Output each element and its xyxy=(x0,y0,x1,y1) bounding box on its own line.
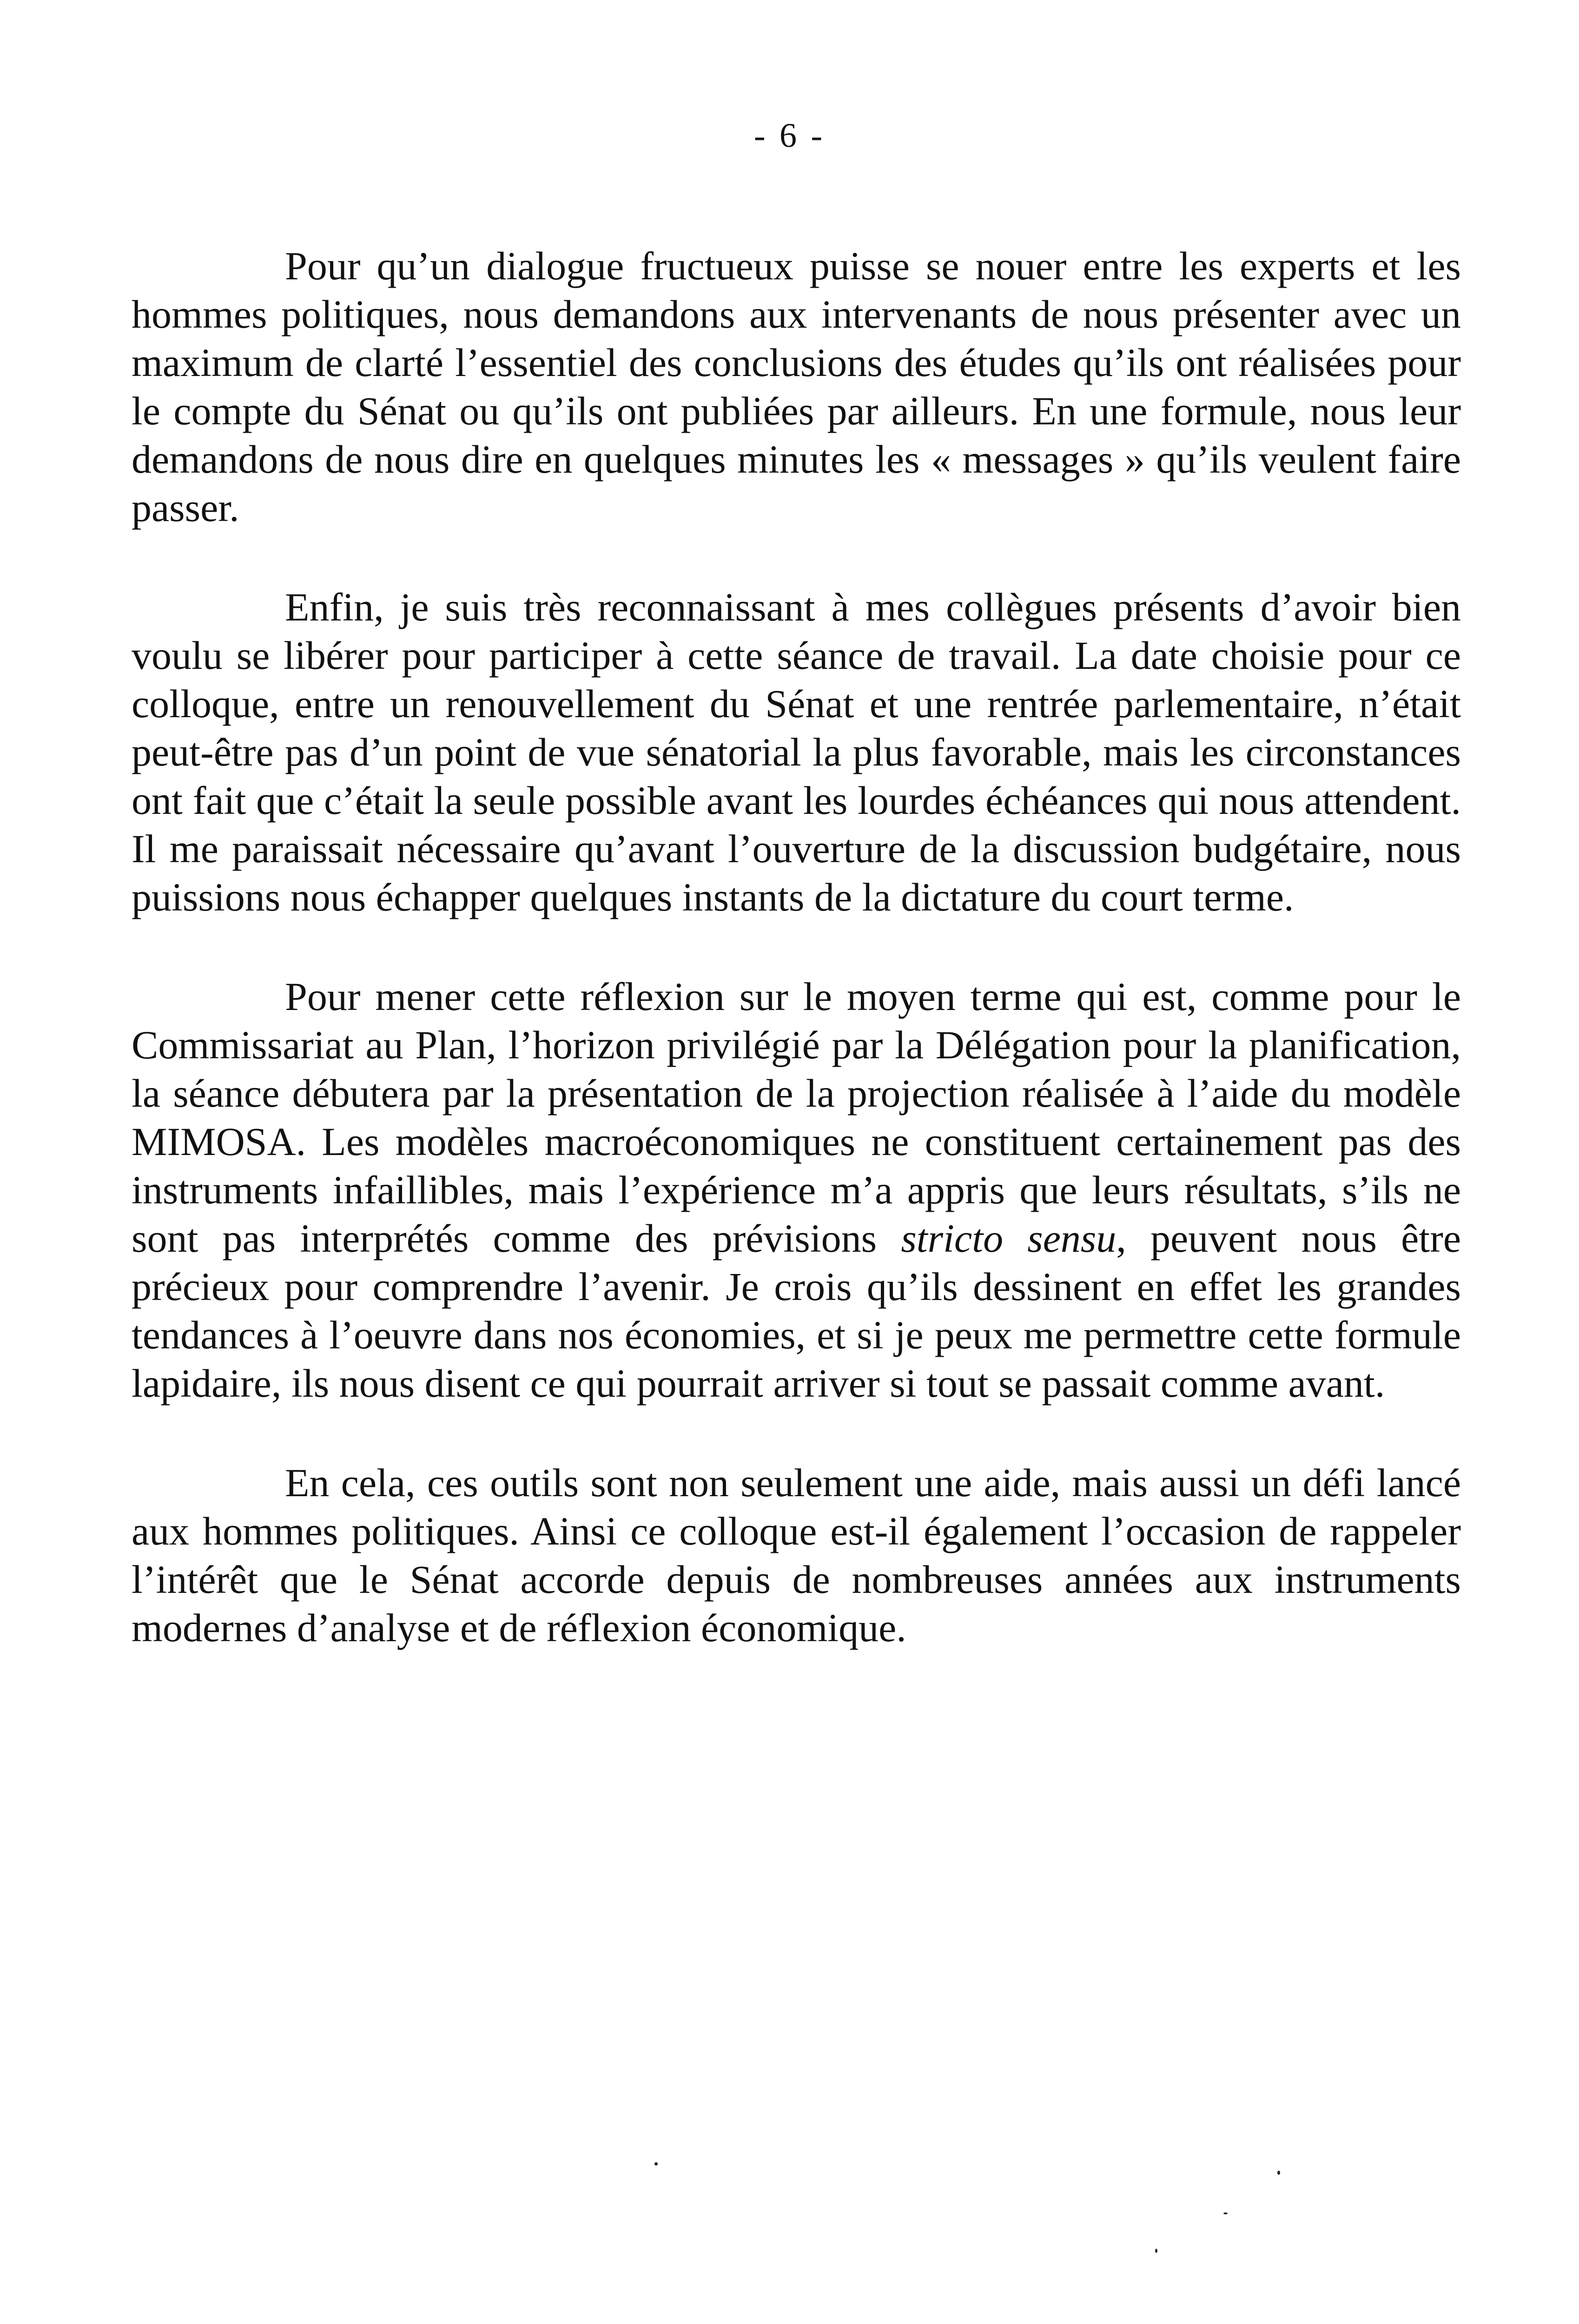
page-number: - 6 - xyxy=(753,117,826,155)
paragraph-mimosa-model xyxy=(132,972,1461,1407)
scan-speck xyxy=(654,2162,658,2166)
paragraph-mimosa-text-before: Pour mener cette réflexion sur le moyen terme qui est, comme pour le Commissariat au Plan, l’horizon privilégié par la Délégation pour la planification, la séance débutera par la présentation de la projection réalisée à l’aide du modèle MIMOSA. Les modèles macroéconomiques ne constituent certainement pas des instruments infaillibles, mais l’expérience m’a appris que leurs résultats, s’ils ne sont pas interprétés comme des prévisions xyxy=(132,974,1461,1261)
paragraph-tools-challenge: En cela, ces outils sont non seulement une aide, mais aussi un défi lancé aux hommes politiques. Ainsi ce colloque est-il également l’occasion de rappeler l’intérêt que le Sénat accorde depuis de nombreuses années aux instruments modernes d’analyse et de réflexion économique. xyxy=(132,1460,1461,1650)
body-text xyxy=(132,242,1461,1703)
italic-stricto-sensu: stricto sensu xyxy=(901,1216,1117,1261)
scan-speck xyxy=(1155,2249,1157,2253)
scan-speck xyxy=(1223,2212,1228,2214)
paragraph-thanks-colleagues: Enfin, je suis très reconnaissant à mes collègues présents d’avoir bien voulu se libérer pour participer à cette séance de travail. La date choisie pour ce colloque, entre un renouvellement du Sénat et une rentrée parlementaire, n’était peut-être pas d’un point de vue sénatorial la plus favorable, mais les circonstances ont fait que c’était la seule possible avant les lourdes échéances qui nous attendent. Il me paraissait nécessaire qu’avant l’ouverture de la discussion budgétaire, nous puissions nous échapper quelques instants de la dictature du court terme. xyxy=(132,585,1461,919)
paragraph-mimosa-text-after: , peuvent nous être précieux pour comprendre l’avenir. Je crois qu’ils dessinent en effet les grandes tendances à l’oeuvre dans nos économies, et si je peux me permettre cette formule lapidaire, ils nous disent ce qui pourrait arriver si tout se passait comme avant. xyxy=(132,1216,1461,1406)
paragraph-experts-dialogue: Pour qu’un dialogue fructueux puisse se nouer entre les experts et les hommes politiques, nous demandons aux intervenants de nous présenter avec un maximum de clarté l’essentiel des conclusions des études qu’ils ont réalisées pour le compte du Sénat ou qu’ils ont publiées par ailleurs. En une formule, nous leur demandons de nous dire en quelques minutes les « messages » qu’ils veulent faire passer. xyxy=(132,244,1461,530)
scan-speck xyxy=(1277,2171,1280,2175)
